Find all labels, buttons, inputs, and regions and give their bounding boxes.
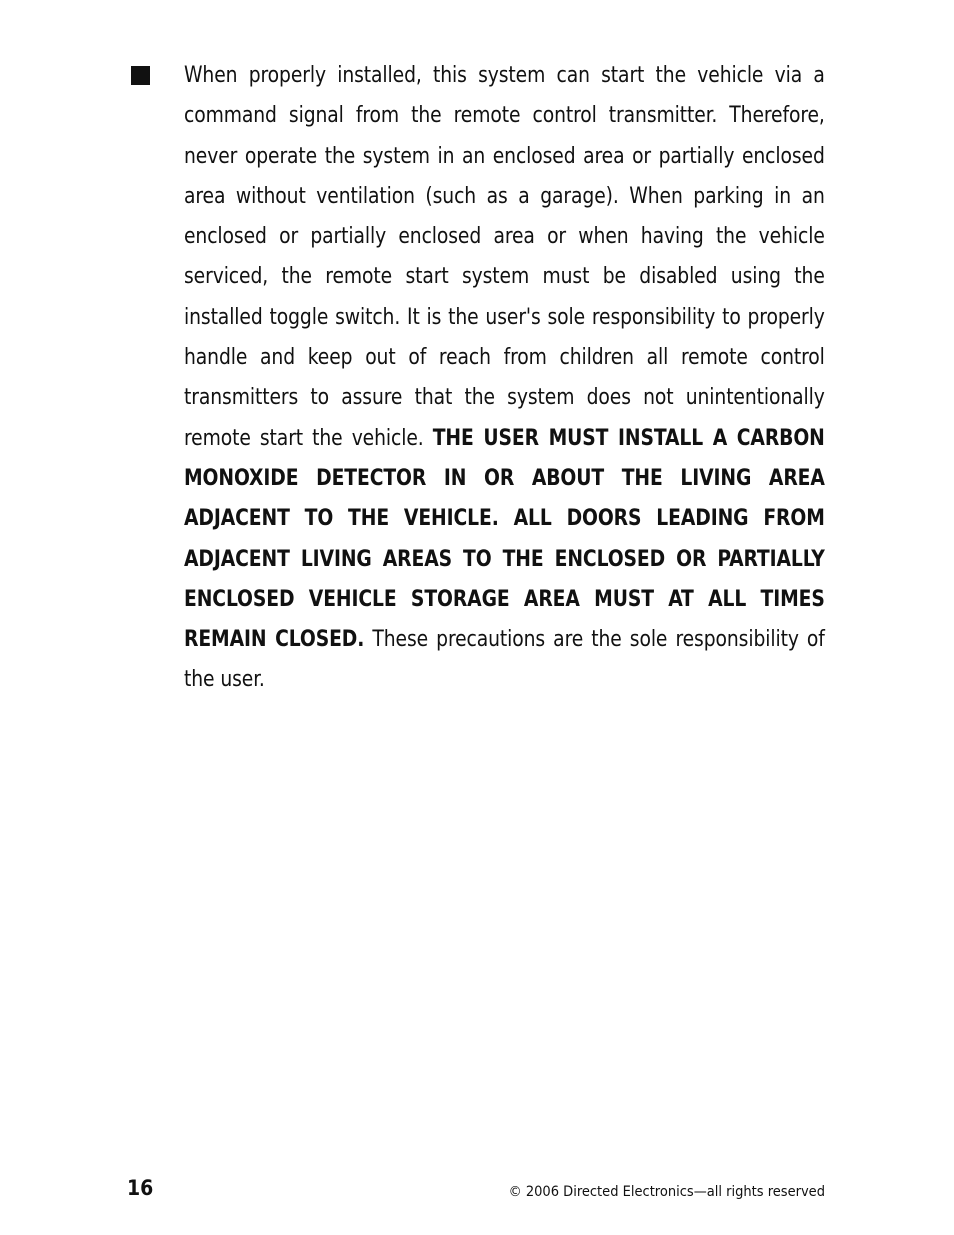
warning-text-intro: When properly installed, this system can start the vehicle via a command signal from the remote control transmitter. Therefore, never operate the system in an enclosed area or partially enclosed area without ventilation (such as a garage). When parking in an enclosed or partially enclosed area or when having the vehicle serviced, the remote start system must be disabled using the installed toggle switch. It is the user's sole responsibility to properly handle and keep out of reach from children all remote control transmitters to assure that the system does not unintentionally remote start the vehicle. — [184, 62, 825, 451]
warning-paragraph — [184, 55, 825, 700]
warning-text-bold: THE USER MUST INSTALL A CARBON MONOXIDE DETECTOR IN OR ABOUT THE LIVING AREA ADJACENT TO THE VEHICLE. ALL DOORS LEADING FROM ADJACENT LIVING AREAS TO THE ENCLOSED OR PARTIALLY ENCLOSED VEHICLE STORAGE AREA MUST AT ALL TIMES REMAIN CLOSED. — [184, 424, 825, 653]
copyright-notice: © 2006 Directed Electronics—all rights reserved — [508, 1184, 825, 1200]
page-number: 16 — [127, 1176, 154, 1200]
square-bullet-icon — [131, 66, 150, 85]
warning-text-closing: These precautions are the sole responsibility of the user. — [184, 626, 825, 693]
